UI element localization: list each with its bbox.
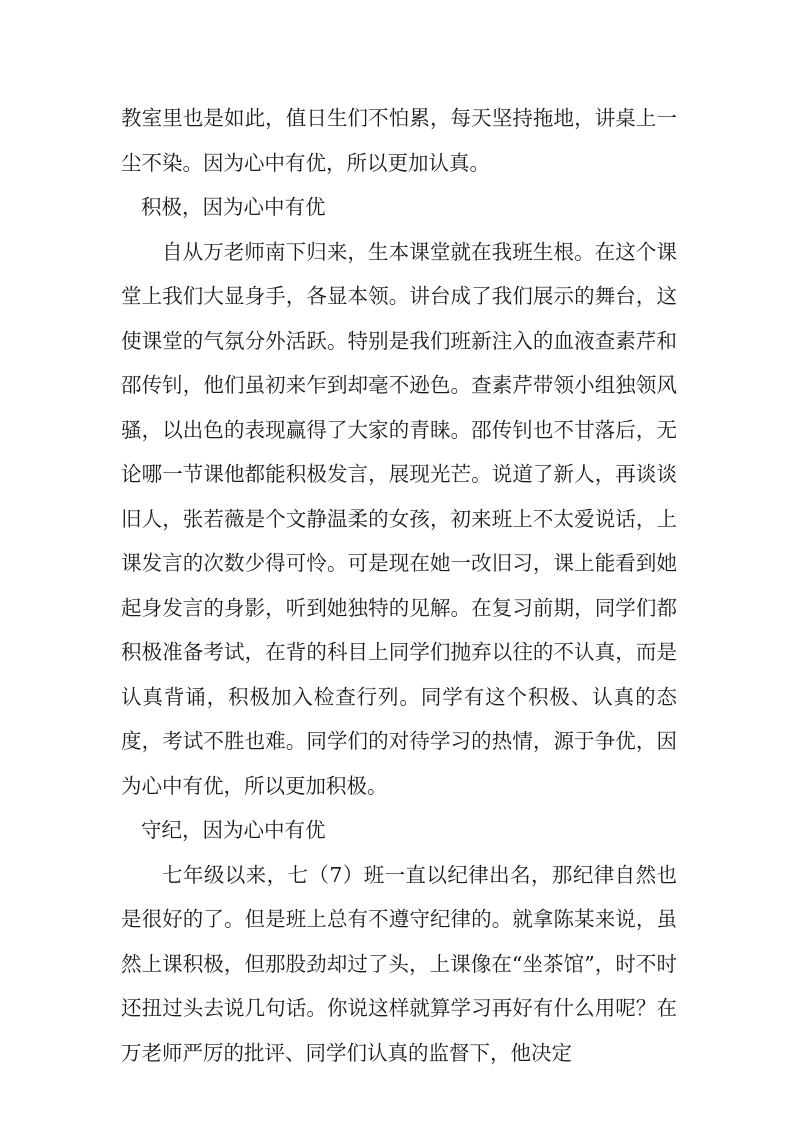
paragraph-continuation: 教室里也是如此，值日生们不怕累，每天坚持拖地，讲桌上一尘不染。因为心中有优，所以更加认真。 <box>121 106 677 175</box>
section-heading-discipline: 守纪，因为心中有优 <box>141 818 326 842</box>
section-heading-positive: 积极，因为心中有优 <box>141 195 326 219</box>
body-text <box>121 96 677 1075</box>
paragraph-positive: 自从万老师南下归来，生本课堂就在我班生根。在这个课堂上我们大显身手，各显本领。讲台成了我们展示的舞台，这使课堂的气氛分外活跃。特别是我们班新注入的血液查素芹和邵传钊，他们虽初来乍到却毫不逊色。查素芹带领小组独领风骚，以出色的表现赢得了大家的青睐。邵传钊也不甘落后，无论哪一节课他都能积极发言，展现光芒。说道了新人，再谈谈旧人，张若薇是个文静温柔的女孩，初来班上不太爱说话，上课发言的次数少得可怜。可是现在她一改旧习，课上能看到她起身发言的身影，听到她独特的见解。在复习前期，同学们都积极准备考试，在背的科目上同学们抛弃以往的不认真，而是认真背诵，积极加入检查行列。同学有这个积极、认真的态度，考试不胜也难。同学们的对待学习的热情，源于争优，因为心中有优，所以更加积极。 <box>121 239 677 798</box>
paragraph-discipline: 七年级以来，七（7）班一直以纪律出名，那纪律自然也是很好的了。但是班上总有不遵守纪律的。就拿陈某来说，虽然上课积极，但那股劲却过了头，上课像在“坐茶馆”，时不时还扭过头去说几句话。你说这样就算学习再好有什么用呢？在万老师严厉的批评、同学们认真的监督下，他决定 <box>121 862 677 1065</box>
